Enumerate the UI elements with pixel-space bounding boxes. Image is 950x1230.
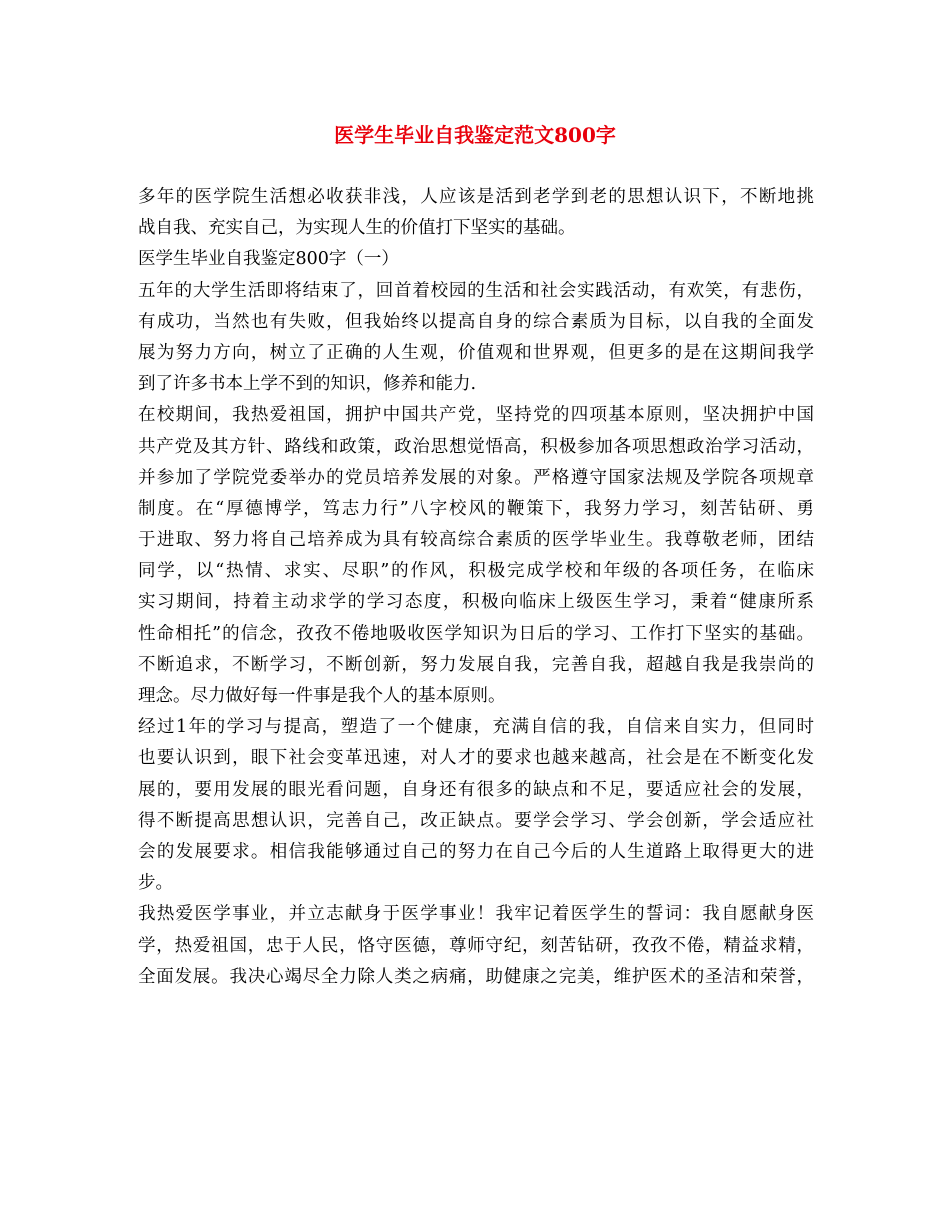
section-heading: 医学生毕业自我鉴定800字（一） <box>138 249 399 270</box>
text-line: 并参加了学院党委举办的党员培养发展的对象。严格遵守国家法规及学院各项规章 <box>138 467 814 488</box>
text-line: 我热爱医学事业，并立志献身于医学事业！我牢记着医学生的誓词：我自愿献身医 <box>138 904 814 925</box>
text-line: 展的，要用发展的眼光看问题，自身还有很多的缺点和不足，要适应社会的发展， <box>138 779 814 800</box>
text-line: 性命相托”的信念，孜孜不倦地吸收医学知识为日后的学习、工作打下坚实的基础。 <box>138 623 814 644</box>
text-line: 展为努力方向，树立了正确的人生观，价值观和世界观，但更多的是在这期间我学 <box>138 342 814 363</box>
text-line: 会的发展要求。相信我能够通过自己的努力在自己今后的人生道路上取得更大的进 <box>138 841 814 862</box>
text-line: 得不断提高思想认识，完善自己，改正缺点。要学会学习、学会创新，学会适应社 <box>138 810 814 831</box>
text-line: 不断追求，不断学习，不断创新，努力发展自我，完善自我，超越自我是我崇尚的 <box>138 654 814 675</box>
text-line: 在校期间，我热爱祖国，拥护中国共产党，坚持党的四项基本原则，坚决拥护中国 <box>138 405 814 426</box>
text-line: 五年的大学生活即将结束了，回首着校园的生活和社会实践活动，有欢笑，有悲伤， <box>138 280 814 301</box>
document-title: 医学生毕业自我鉴定范文800字 <box>334 123 616 147</box>
text-line: 有成功，当然也有失败，但我始终以提高自身的综合素质为目标，以自我的全面发 <box>138 311 814 332</box>
text-line: 共产党及其方针、路线和政策，政治思想觉悟高，积极参加各项思想政治学习活动， <box>138 436 814 457</box>
text-line: 同学，以“热情、求实、尽职”的作风，积极完成学校和年级的各项任务，在临床 <box>138 561 814 582</box>
text-line: 学，热爱祖国，忠于人民，恪守医德，尊师守纪，刻苦钻研，孜孜不倦，精益求精， <box>138 935 814 956</box>
text-line: 理念。尽力做好每一件事是我个人的基本原则。 <box>138 686 506 706</box>
text-line: 全面发展。我决心竭尽全力除人类之病痛，助健康之完美，维护医术的圣洁和荣誉， <box>138 966 814 987</box>
text-line: 战自我、充实自己，为实现人生的价值打下坚实的基础。 <box>138 218 576 239</box>
document-body <box>138 182 814 993</box>
text-line: 到了许多书本上学不到的知识，修养和能力. <box>138 374 477 395</box>
text-line: 也要认识到，眼下社会变革迅速，对人才的要求也越来越高，社会是在不断变化发 <box>138 748 814 769</box>
text-line: 经过1年的学习与提高，塑造了一个健康，充满自信的我，自信来自实力，但同时 <box>138 717 814 738</box>
text-line: 实习期间，持着主动求学的学习态度，积极向临床上级医生学习，秉着“健康所系 <box>138 592 814 613</box>
text-line: 于进取、努力将自己培养成为具有较高综合素质的医学毕业生。我尊敬老师，团结 <box>138 530 814 551</box>
text-line: 多年的医学院生活想必收获非浅，人应该是活到老学到老的思想认识下，不断地挑 <box>138 187 814 207</box>
text-line: 步。 <box>138 873 173 894</box>
text-line: 制度。在“厚德博学，笃志力行”八字校风的鞭策下，我努力学习，刻苦钻研、勇 <box>138 498 814 519</box>
